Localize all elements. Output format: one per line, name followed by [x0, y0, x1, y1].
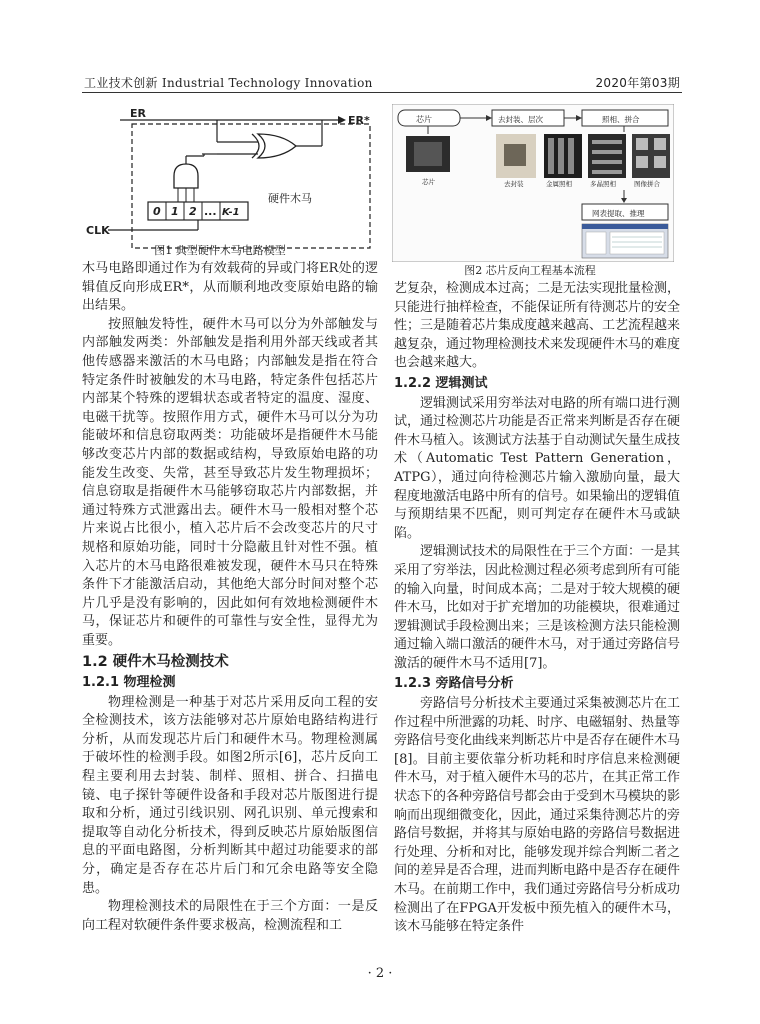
left-paragraph-3: 物理检测是一种基于对芯片采用反向工程的安全检测技术，该方法能够对芯片原始电路结构进行分析，从而发现芯片后门和硬件木马。物理检测属于破坏性的检测手段。如图2所示[6]，芯片反向工程主要利用去封装、制样、照相、拼合、扫描电镜、电子探针等硬件设备和手段对芯片版图进行提取和分析，通过引线识别、网孔识别、单元搜索和提取等自动化分析技术，得到反映芯片原始版图信息的平面电路图，分析判断其中超过功能要求的部分，确定是否存在芯片后门和冗余电路等安全隐患。: [82, 694, 378, 896]
right-paragraph-4: 旁路信号分析技术主要通过采集被测芯片在工作过程中所泄露的功耗、时序、电磁辐射、热量等旁路信号变化曲线来判断芯片中是否存在硬件木马[8]。目前主要依靠分析功耗和时序信息来检测硬件木马，对于植入硬件木马的芯片，在其正常工作状态下的各种旁路信号都会由于受到木马模块的影响而出现细微变化，因此，通过采集待测芯片的旁路信号数据，并将其与原始电路的旁路信号数据进行处理、分析和对比，能够发现并综合判断二者之间的差异是否合理，进而判断电路中是否存在硬件木马。在前期工作中，我们通过旁路信号分析成功检测出了在FPGA开发板中预先植入的硬件木马，该木马能够在特定条件: [394, 696, 681, 935]
left-paragraph-2: 按照触发特性，硬件木马可以分为外部触发与内部触发两类：外部触发是指利用外部天线或者其他传感器来激活的木马电路；内部触发是指在符合特定条件时被触发的木马电路，特定条件包括芯片内部某个特殊的逻辑状态或者特定的温度、湿度、电磁干扰等。按照作用方式，硬件木马可以分为功能破坏和信息窃取两类：功能破坏是指硬件木马能够改变芯片内部的数据或结构，导致原始电路的功能发生改变、失常，甚至导致芯片发生物理损坏；信息窃取是指硬件木马能够窃取芯片内部数据，并通过特殊方式泄露出去。硬件木马一般相对整个芯片来说占比很小，植入芯片后不会改变芯片的尺寸规格和原始功能，同时十分隐蔽且针对性不强。植入芯片的木马电路很难被发现，硬件木马只在特殊条件下才能激活启动，其他绝大部分时间对整个芯片几乎是没有影响的，因此如何有效地检测硬件木马，保证芯片和硬件的可靠性与安全性，显得尤为重要。: [82, 316, 378, 648]
counter-bit: 1: [171, 205, 179, 218]
right-paragraph-3: 逻辑测试技术的局限性在于三个方面：一是其采用了穷举法，因此检测过程必须考虑到所有可能的输入向量，时间成本高；二是对于较大规模的硬件木马，比如对于扩充增加的功能模块，很难通过逻辑测试手段检测出来；三是该检测方法只能检测通过输入端口激活的硬件木马，对于通过旁路信号激活的硬件木马不适用[7]。: [394, 544, 681, 671]
left-paragraph-4: 物理检测技术的局限性在于三个方面：一是反向工程对软硬件条件要求极高，检测流程和工: [82, 899, 378, 933]
subsection-heading-1-2-2: 1.2.2 逻辑测试: [394, 375, 488, 391]
figure2-flow-diagram: [392, 104, 674, 262]
svg-text:多晶照相: 多晶照相: [590, 180, 616, 188]
header-rule: [82, 92, 682, 93]
figure1-circuit-diagram: [82, 104, 382, 256]
left-paragraph-1: 木马电路即通过作为有效载荷的异或门将ER处的逻辑值反向形成ER*，从而顺利地改变原始电路的输出结果。: [82, 261, 378, 314]
svg-text:照相、拼合: 照相、拼合: [602, 115, 640, 124]
subsection-heading-1-2-3: 1.2.3 旁路信号分析: [394, 676, 514, 692]
svg-text:芯片: 芯片: [422, 178, 435, 186]
left-column: [82, 260, 378, 935]
svg-text:芯片: 芯片: [416, 115, 432, 124]
counter-bit: 0: [153, 205, 161, 218]
subsection-heading-1-2-1: 1.2.1 物理检测: [82, 675, 176, 691]
right-paragraph-1: 艺复杂，检测成本过高；二是无法实现批量检测，只能进行抽样检查，不能保证所有待测芯片的安全性；三是随着芯片集成度越来越高、工艺流程越来越复杂，通过物理检测技术来发现硬件木马的难度也会越来越大。: [394, 281, 681, 371]
er-label: ER: [130, 107, 146, 120]
counter-bit: ...: [204, 205, 217, 218]
figure2-caption: 图2 芯片反向工程基本流程: [464, 264, 596, 277]
trojan-label: 硬件木马: [268, 192, 312, 205]
page-number: · 2 ·: [367, 966, 393, 981]
svg-text:去封装、层次: 去封装、层次: [498, 115, 543, 124]
and-gate: [174, 164, 198, 188]
svg-text:金属照相: 金属照相: [546, 180, 572, 188]
er-star-label: ER*: [348, 114, 370, 127]
clk-label: CLK: [86, 224, 110, 237]
running-header-issue: 2020年第03期: [595, 76, 680, 90]
figure1-caption: 图1 典型硬件木马电路模型: [154, 244, 286, 257]
svg-text:网表提取、推理: 网表提取、推理: [592, 209, 645, 218]
section-heading-1-2: 1.2 硬件木马检测技术: [82, 654, 229, 671]
counter-bit: K-1: [222, 207, 240, 218]
svg-text:去封装: 去封装: [504, 180, 524, 188]
running-header-journal: 工业技术创新 Industrial Technology Innovation: [84, 76, 373, 90]
right-column: [394, 280, 680, 937]
counter-bit: 2: [189, 205, 197, 218]
right-paragraph-2: 逻辑测试采用穷举法对电路的所有端口进行测试，通过检测芯片功能是否正常来判断是否存在硬件木马植入。该测试方法基于自动测试矢量生成技术（Automatic Test Pattern Generation，ATPG），通过向待检测芯片输入激励向量，最大程度地激活电路中所有的信号。如果输出的逻辑值与预期结果不匹配，则可判定存在硬件木马或缺陷。: [394, 395, 681, 541]
svg-text:图像拼合: 图像拼合: [634, 180, 660, 188]
